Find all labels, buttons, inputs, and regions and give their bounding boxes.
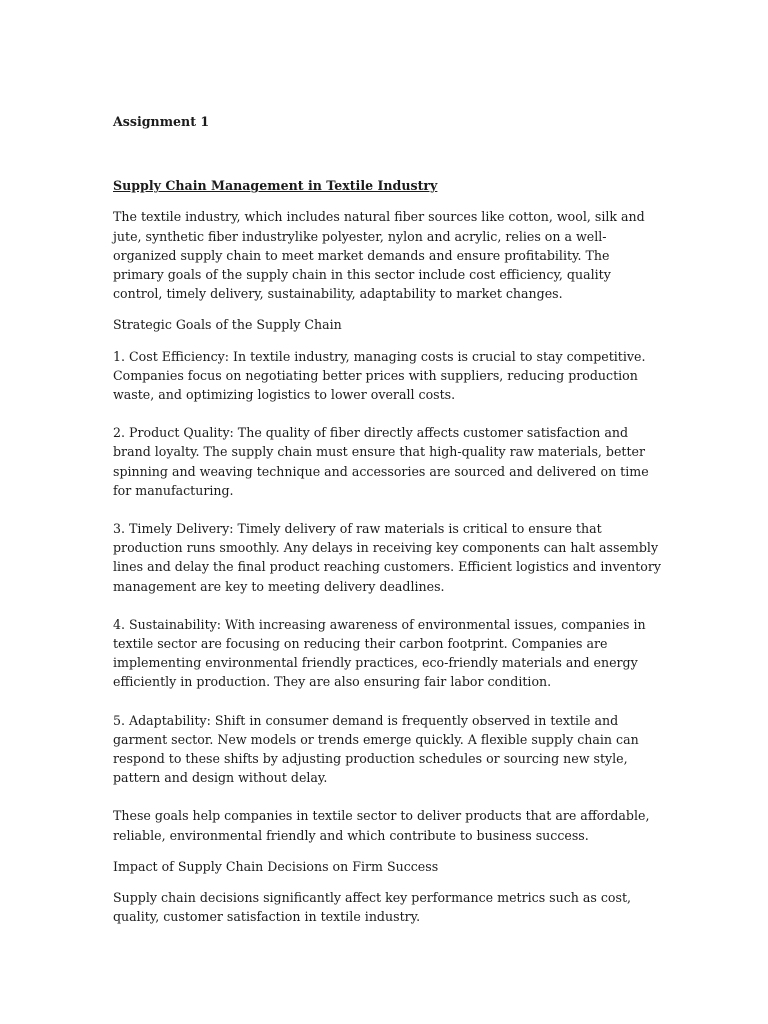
goal-product-quality: 2. Product Quality: The quality of fiber directly affects customer satisfaction and brand loyalty. The supply chain must ensure that high-quality raw materials, better spinning and weaving technique and accessories are sourced and delivered on time for manufacturing. [113, 425, 649, 498]
section-heading-strategic-goals: Strategic Goals of the Supply Chain [113, 317, 342, 333]
document-title: Supply Chain Management in Textile Industry [113, 178, 438, 194]
goal-sustainability: 4. Sustainability: With increasing awareness of environmental issues, companies in textile sector are focusing on reducing their carbon footprint. Companies are implementing environmental friendly practices, eco-friendly materials and energy efficiently in production. They are also ensuring fair labor condition. [113, 616, 646, 690]
impact-paragraph: Supply chain decisions significantly affect key performance metrics such as cost, quality, customer satisfaction in textile industry. [113, 890, 632, 925]
section-heading-impact: Impact of Supply Chain Decisions on Firm Success [113, 858, 439, 874]
intro-paragraph: The textile industry, which includes natural fiber sources like cotton, wool, silk and jute, synthetic fiber industrylike polyester, nylon and acrylic, relies on a well-organized supply chain to meet market demands and ensure profitability. The primary goals of the supply chain in this sector include cost efficiency, quality control, timely delivery, sustainability, adaptability to market changes. [113, 209, 645, 302]
goal-cost-efficiency: 1. Cost Efficiency: In textile industry, managing costs is crucial to stay competitive. Companies focus on negotiating better prices with suppliers, reducing production waste, and optimizing logistics to lower overall costs. [113, 348, 646, 403]
document-body [113, 112, 661, 939]
goal-timely-delivery: 3. Timely Delivery: Timely delivery of raw materials is critical to ensure that production runs smoothly. Any delays in receiving key components can halt assembly lines and delay the final product reaching customers. Efficient logistics and inventory management are key to meeting delivery deadlines. [113, 521, 662, 594]
goals-summary-paragraph: These goals help companies in textile sector to deliver products that are affordable, reliable, environmental friendly and which contribute to business success. [113, 808, 650, 843]
assignment-heading: Assignment 1 [113, 114, 210, 129]
goal-adaptability: 5. Adaptability: Shift in consumer demand is frequently observed in textile and garment sector. New models or trends emerge quickly. A flexible supply chain can respond to these shifts by adjusting production schedules or sourcing new style, pattern and design without delay. [113, 712, 639, 786]
